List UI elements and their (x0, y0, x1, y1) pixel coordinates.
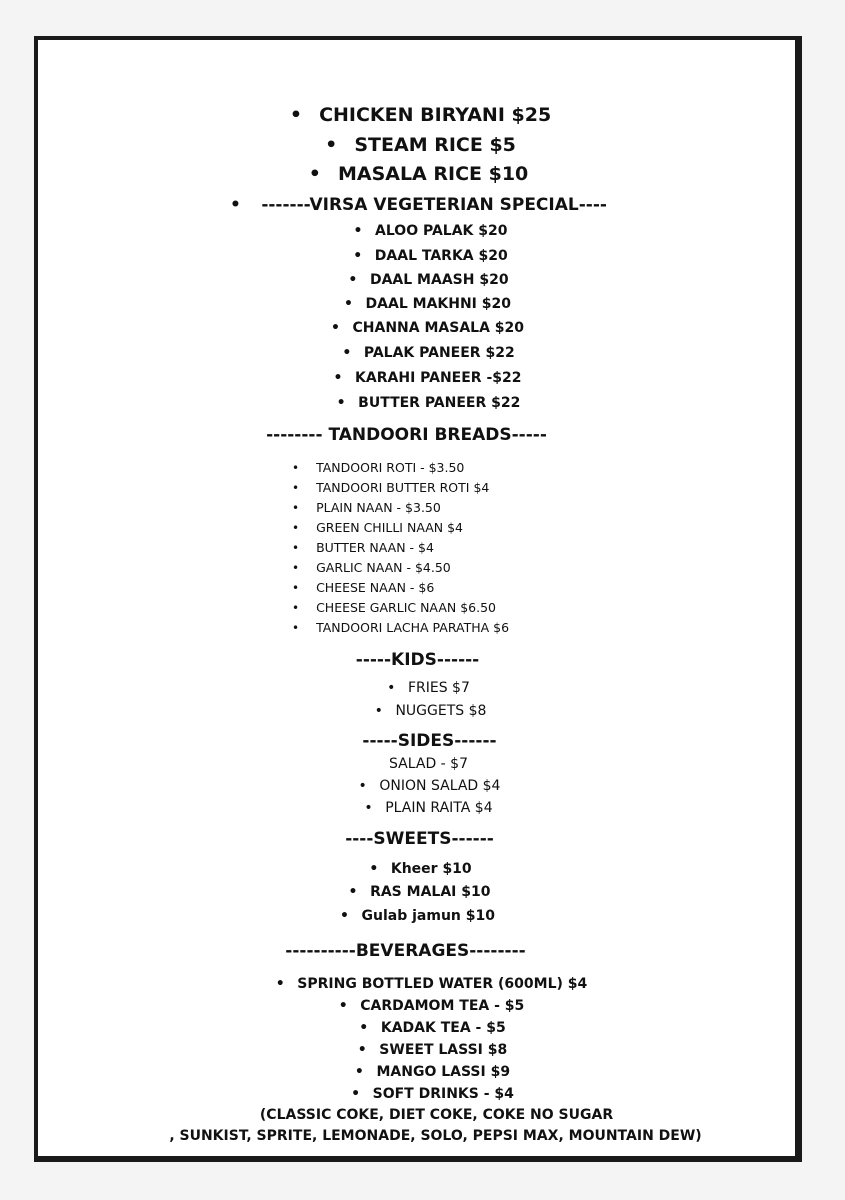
bullet-icon: • (330, 320, 340, 336)
bullet-icon: • (342, 345, 352, 361)
section-header-kids: -----KIDS------ (355, 650, 480, 670)
bullet-icon: • (338, 998, 348, 1014)
bullet-icon: • (354, 1064, 364, 1080)
bullet-icon: • (369, 861, 379, 877)
menu-item: • ALOO PALAK $20 (353, 223, 508, 239)
bullet-icon: • (374, 703, 383, 719)
menu-item: • SOFT DRINKS - $4 (351, 1086, 514, 1102)
menu-item: • BUTTER NAAN - $4 (292, 538, 509, 558)
menu-item: • Kheer $10 (369, 861, 472, 877)
bullet-icon: • (292, 461, 300, 475)
section-header-beverages: ----------BEVERAGES-------- (285, 941, 526, 961)
menu-item: • KARAHI PANEER -$22 (333, 370, 522, 386)
menu-item: • CHEESE NAAN - $6 (292, 578, 509, 598)
menu-item: • SWEET LASSI $8 (357, 1042, 508, 1058)
bullet-icon: • (387, 680, 396, 696)
bullet-icon: • (292, 521, 300, 535)
soft-drinks-note: , SUNKIST, SPRITE, LEMONADE, SOLO, PEPSI MAX, MOUNTAIN DEW) (169, 1128, 702, 1144)
menu-item: SALAD - $7 (389, 756, 468, 772)
bullet-icon: • (230, 195, 241, 215)
section-header-breads: -------- TANDOORI BREADS----- (266, 425, 547, 445)
bullet-icon: • (292, 541, 300, 555)
bullet-icon: • (353, 248, 363, 264)
menu-item: • PLAIN NAAN - $3.50 (292, 498, 509, 518)
menu-item: • MANGO LASSI $9 (354, 1064, 511, 1080)
section-header-sweets: ----SWEETS------ (345, 829, 494, 849)
bullet-icon: • (339, 908, 349, 924)
bullet-icon: • (275, 976, 285, 992)
menu-item: • BUTTER PANEER $22 (336, 395, 521, 411)
menu-item: • SPRING BOTTLED WATER (600ML) $4 (275, 976, 588, 992)
bullet-icon: • (292, 601, 300, 615)
menu-item: • RAS MALAI $10 (348, 884, 491, 900)
bullet-icon: • (292, 481, 300, 495)
menu-item: • ONION SALAD $4 (358, 778, 501, 794)
menu-item: • DAAL MAKHNI $20 (344, 296, 511, 312)
bullet-icon: • (359, 1020, 369, 1036)
bullet-icon: • (336, 395, 346, 411)
bullet-icon: • (351, 1086, 361, 1102)
menu-item: • CHANNA MASALA $20 (330, 320, 525, 336)
menu-item: • DAAL MAASH $20 (348, 272, 509, 288)
section-header-vegetarian: • -------VIRSA VEGETERIAN SPECIAL---- (230, 195, 607, 215)
menu-item: • CHEESE GARLIC NAAN $6.50 (292, 598, 509, 618)
bullet-icon: • (353, 223, 363, 239)
breads-list (292, 458, 509, 638)
bullet-icon: • (358, 778, 367, 794)
menu-item: • TANDOORI BUTTER ROTI $4 (292, 478, 509, 498)
bullet-icon: • (289, 104, 302, 126)
bullet-icon: • (348, 884, 358, 900)
menu-item: • GARLIC NAAN - $4.50 (292, 558, 509, 578)
bullet-icon: • (292, 621, 300, 635)
menu-item: • DAAL TARKA $20 (353, 248, 508, 264)
menu-item: • GREEN CHILLI NAAN $4 (292, 518, 509, 538)
bullet-icon: • (344, 296, 353, 312)
bullet-icon: • (333, 370, 343, 386)
menu-item: • STEAM RICE $5 (325, 134, 516, 156)
menu-item: • FRIES $7 (387, 680, 470, 696)
menu-item: • NUGGETS $8 (374, 703, 487, 719)
menu-item: • CHICKEN BIRYANI $25 (289, 104, 552, 126)
menu-item: • MASALA RICE $10 (308, 163, 529, 185)
menu-item: • PLAIN RAITA $4 (364, 800, 493, 816)
menu-item: • KADAK TEA - $5 (359, 1020, 506, 1036)
bullet-icon: • (325, 134, 338, 156)
menu-item: • CARDAMOM TEA - $5 (338, 998, 525, 1014)
menu-item: • Gulab jamun $10 (339, 908, 495, 924)
bullet-icon: • (292, 561, 300, 575)
bullet-icon: • (308, 163, 321, 185)
bullet-icon: • (292, 581, 300, 595)
bullet-icon: • (364, 800, 373, 816)
menu-item: • TANDOORI ROTI - $3.50 (292, 458, 509, 478)
menu-item: • TANDOORI LACHA PARATHA $6 (292, 618, 509, 638)
bullet-icon: • (292, 501, 300, 515)
section-header-sides: -----SIDES------ (362, 731, 497, 751)
bullet-icon: • (348, 272, 358, 288)
menu-item: • PALAK PANEER $22 (342, 345, 515, 361)
bullet-icon: • (357, 1042, 367, 1058)
soft-drinks-note: (CLASSIC COKE, DIET COKE, COKE NO SUGAR (259, 1107, 614, 1123)
